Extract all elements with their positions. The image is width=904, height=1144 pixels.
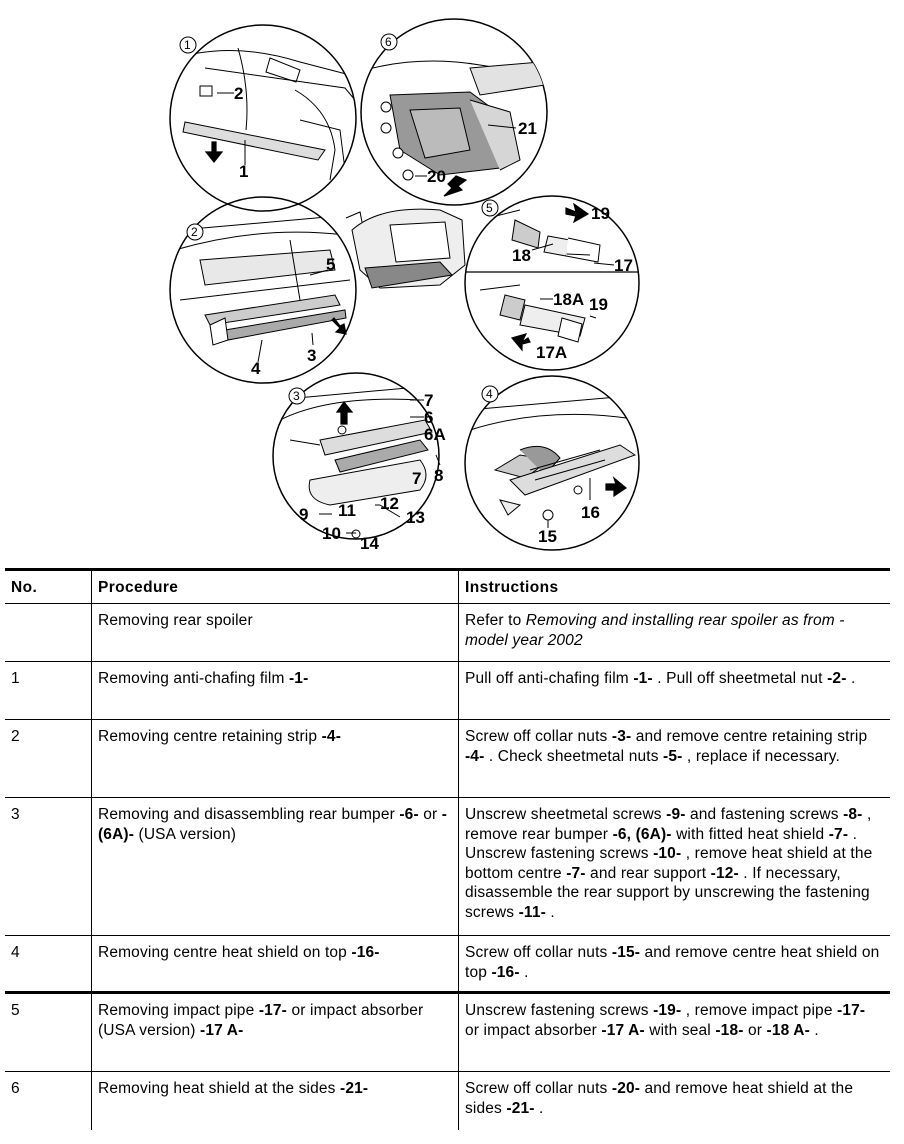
row-instructions: Pull off anti-chafing film -1- . Pull off sheetmetal nut -2- . bbox=[458, 662, 890, 719]
callout-9: 8 bbox=[434, 466, 444, 485]
row-number bbox=[5, 604, 91, 661]
table-row bbox=[5, 936, 890, 992]
callout-21: 21 bbox=[518, 119, 537, 138]
callout-8: 7 bbox=[424, 391, 434, 410]
row-instructions: Unscrew fastening screws -19- , remove impact pipe -17- or impact absorber -17 A- with seal -18- or -18 A- . bbox=[458, 994, 890, 1071]
table-row bbox=[5, 604, 890, 661]
callout-18: 18 bbox=[512, 246, 531, 265]
view-badge-4 bbox=[482, 386, 498, 402]
header-instructions: Instructions bbox=[458, 570, 890, 604]
callout-7: 7 bbox=[412, 469, 422, 488]
callout-4: 4 bbox=[251, 359, 261, 378]
callout-15: 15 bbox=[538, 527, 557, 546]
row-instructions: Refer to Removing and installing rear spoiler as from - model year 2002 bbox=[458, 604, 890, 661]
view-number: 4 bbox=[486, 387, 493, 401]
table-row bbox=[5, 798, 890, 935]
row-instructions: Screw off collar nuts -20- and remove heat shield at the sides -21- . bbox=[458, 1072, 890, 1130]
row-procedure: Removing rear spoiler bbox=[91, 604, 458, 661]
callout-1: 1 bbox=[239, 162, 249, 181]
row-procedure: Removing heat shield at the sides -21- bbox=[91, 1072, 458, 1130]
view-badge-2 bbox=[187, 224, 203, 240]
callout-17: 17 bbox=[614, 256, 633, 275]
table-row bbox=[5, 1072, 890, 1130]
row-number: 2 bbox=[11, 728, 20, 745]
row-number: 4 bbox=[11, 944, 20, 961]
view-number: 6 bbox=[385, 35, 392, 49]
exploded-view-diagram bbox=[0, 0, 904, 560]
callout-5: 5 bbox=[326, 255, 336, 274]
view-number: 1 bbox=[184, 38, 191, 52]
row-number: 6 bbox=[11, 1080, 20, 1097]
callout-6: 6 bbox=[424, 408, 434, 427]
callout-20: 20 bbox=[427, 167, 446, 186]
header-no: No. bbox=[11, 579, 38, 596]
callout-13: 13 bbox=[406, 508, 425, 527]
callout-10: 10 bbox=[322, 524, 341, 543]
row-procedure: Removing anti-chafing film -1- bbox=[91, 662, 458, 719]
callout-9-b: 9 bbox=[299, 505, 309, 524]
callout-12: 12 bbox=[380, 494, 399, 513]
row-instructions: Unscrew sheetmetal screws -9- and fastening screws -8- , remove rear bumper -6, (6A)- with fitted heat shield -7- . Unscrew fastening screws -10- , remove heat shield at the bottom centre -7- and rear support -12- . If necessary, disassemble the rear support by unscrewing the fastening screws -11- . bbox=[458, 798, 890, 935]
header-procedure: Procedure bbox=[91, 570, 458, 604]
view-number: 3 bbox=[293, 389, 300, 403]
row-number: 1 bbox=[11, 670, 20, 687]
callout-17A: 17A bbox=[536, 343, 568, 362]
table-row bbox=[5, 662, 890, 719]
callout-14: 14 bbox=[360, 534, 379, 553]
callout-19-b: 19 bbox=[589, 295, 608, 314]
row-procedure: Removing impact pipe -17- or impact absorber (USA version) -17 A- bbox=[91, 994, 458, 1071]
callout-6A: 6A bbox=[424, 425, 446, 444]
row-instructions: Screw off collar nuts -3- and remove centre retaining strip -4- . Check sheetmetal nuts -5- , replace if necessary. bbox=[458, 720, 890, 797]
view-badge-3 bbox=[289, 388, 305, 404]
callout-19: 19 bbox=[591, 204, 610, 223]
view-badge-6 bbox=[381, 34, 397, 50]
callout-18A: 18A bbox=[553, 290, 585, 309]
callout-11: 11 bbox=[338, 501, 356, 520]
table-header-row bbox=[5, 570, 890, 604]
row-instructions: Screw off collar nuts -15- and remove centre heat shield on top -16- . bbox=[458, 936, 890, 992]
view-number: 5 bbox=[486, 201, 493, 215]
callout-16: 16 bbox=[581, 503, 600, 522]
view-badge-5 bbox=[482, 200, 498, 216]
table-row bbox=[5, 720, 890, 797]
row-procedure: Removing centre heat shield on top -16- bbox=[91, 936, 458, 992]
view-badge-1 bbox=[180, 37, 196, 53]
row-procedure: Removing centre retaining strip -4- bbox=[91, 720, 458, 797]
callout-3: 3 bbox=[307, 346, 317, 365]
table-row bbox=[5, 994, 890, 1071]
vehicle-rear-overview bbox=[346, 209, 465, 288]
view-1-anti-chafing-film bbox=[170, 25, 356, 211]
row-number: 3 bbox=[11, 806, 20, 823]
view-number: 2 bbox=[191, 225, 198, 239]
callout-2: 2 bbox=[234, 84, 244, 103]
row-number: 5 bbox=[11, 1002, 20, 1019]
row-procedure: Removing and disassembling rear bumper -6- or -(6A)- (USA version) bbox=[91, 798, 458, 935]
